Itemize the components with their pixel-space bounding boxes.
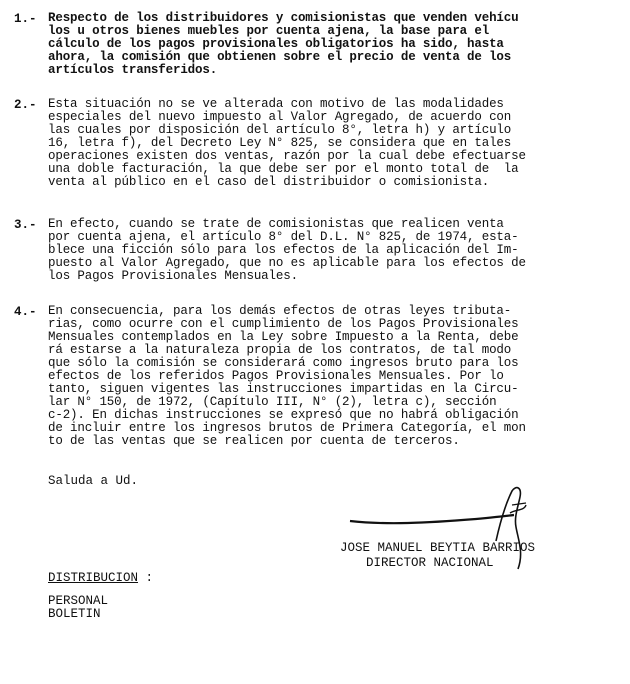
- paragraph-line: cálculo de los pagos provisionales obligatorios ha sido, hasta: [48, 37, 504, 51]
- paragraph-line: los u otros bienes muebles por cuenta ajena, la base para el: [48, 24, 490, 38]
- paragraph-line: rias, como ocurre con el cumplimiento de los Pagos Provisionales: [48, 317, 519, 331]
- signatory-name: JOSE MANUEL BEYTIA BARRIOS: [340, 541, 536, 555]
- paragraph-line: to de las ventas que se realicen por cuenta de terceros.: [48, 434, 460, 448]
- paragraph-line: efectos de los referidos Pagos Provisionales Mensuales. Por lo: [48, 369, 504, 383]
- distribution-heading: [48, 571, 153, 585]
- paragraph-number: 4.-: [14, 305, 37, 319]
- paragraph-line: de incluir entre los ingresos brutos de Primera Categoría, el mon: [48, 421, 526, 435]
- paragraph-line: una doble facturación, la que debe ser por el monto total de la: [48, 162, 519, 176]
- paragraph-line: 16, letra f), del Decreto Ley N° 825, se considera que en tales: [48, 136, 512, 150]
- paragraph-line: tanto, siguen vigentes las instrucciones impartidas en la Circu-: [48, 382, 519, 396]
- paragraph-line: rá estarse a la naturaleza propia de los contratos, de tal modo: [48, 343, 512, 357]
- paragraph-line: En efecto, cuando se trate de comisionistas que realicen venta: [48, 217, 504, 231]
- paragraph-line: lar N° 150, de 1972, (Capítulo III, N° (2), letra c), sección: [48, 395, 497, 409]
- closing-salutation: Saluda a Ud.: [48, 474, 139, 488]
- paragraph-line: por cuenta ajena, el artículo 8° del D.L. N° 825, de 1974, esta-: [48, 230, 519, 244]
- paragraph-line: blece una ficción sólo para los efectos de la aplicación del Im-: [48, 243, 519, 257]
- distribution-item: BOLETIN: [48, 607, 101, 621]
- paragraph-line: Respecto de los distribuidores y comisionistas que venden vehícu: [48, 11, 519, 25]
- paragraph-line: que sólo la comisión se considerará como ingresos bruto para los: [48, 356, 519, 370]
- paragraph-number: 3.-: [14, 218, 37, 232]
- paragraph-line: ahora, la comisión que obtienen sobre el precio de venta de los: [48, 50, 512, 64]
- paragraph-line: las cuales por disposición del artículo 8°, letra h) y artículo: [48, 123, 512, 137]
- distribution-heading-suffix: :: [138, 571, 154, 585]
- paragraph-line: Esta situación no se ve alterada con motivo de las modalidades: [48, 97, 504, 111]
- paragraph-line: especiales del nuevo impuesto al Valor Agregado, de acuerdo con: [48, 110, 512, 124]
- paragraph-line: operaciones existen dos ventas, razón por la cual debe efectuarse: [48, 149, 526, 163]
- paragraph-line: puesto al Valor Agregado, que no es aplicable para los efectos de: [48, 256, 526, 270]
- signatory-title: DIRECTOR NACIONAL: [366, 556, 494, 570]
- paragraph-number: 2.-: [14, 98, 37, 112]
- paragraph-line: c-2). En dichas instrucciones se expresó que no habrá obligación: [48, 408, 519, 422]
- paragraph-line: artículos transferidos.: [48, 63, 218, 77]
- paragraph-number: 1.-: [14, 12, 37, 26]
- paragraph-line: Mensuales contemplados en la Ley sobre Impuesto a la Renta, debe: [48, 330, 519, 344]
- paragraph-line: los Pagos Provisionales Mensuales.: [48, 269, 298, 283]
- paragraph-line: venta al público en el caso del distribuidor o comisionista.: [48, 175, 490, 189]
- paragraph-line: En consecuencia, para los demás efectos de otras leyes tributa-: [48, 304, 512, 318]
- distribution-item: PERSONAL: [48, 594, 109, 608]
- distribution-heading-text: DISTRIBUCION: [48, 571, 139, 585]
